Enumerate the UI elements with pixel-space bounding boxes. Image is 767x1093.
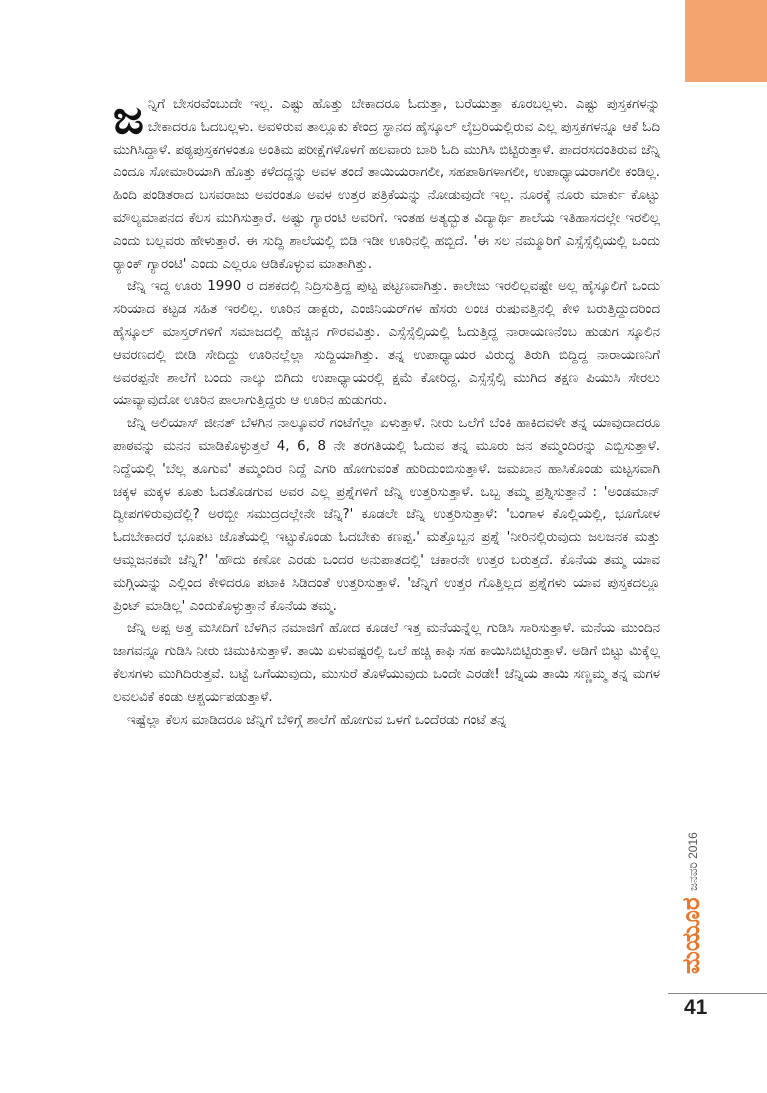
paragraph-1 (113, 90, 660, 276)
paragraph-5: ಇಷ್ಟೆಲ್ಲಾ ಕೆಲಸ ಮಾಡಿದರೂ ಜೆನ್ನಿಗೆ ಬೆಳಿಗ್ಗೆ ಶಾಲೆಗೆ ಹೋಗುವ ಒಳಗೆ ಒಂದೆರಡು ಗಂಟೆ ತನ್ನ (127, 712, 507, 728)
page-number: 41 (684, 996, 708, 1019)
paragraph-2: ಜೆನ್ನಿ ಇದ್ದ ಊರು 1990 ರ ದಶಕದಲ್ಲಿ ನಿದ್ರಿಸುತ್ತಿದ್ದ ಪುಟ್ಟ ಪಟ್ಟಣವಾಗಿತ್ತು. ಕಾಲೇಜು ಇರಲಿಲ್ಲವಷ್ಟೇ ಅಲ್ಲ ಹೈಸ್ಕೂಲಿಗೆ ಒಂದು ಸರಿಯಾದ ಕಟ್ಟಡ ಸಹಿತ ಇರಲಿಲ್ಲ. ಊರಿನ ಡಾಕ್ಟರು, ಎಂಜಿನಿಯರ್‌ಗಳ ಹೆಸರು ಲಂಚ ರುಷುವತ್ತಿನಲ್ಲಿ ಕೇಳಿ ಬರುತ್ತಿದ್ದುದರಿಂದ ಹೈಸ್ಕೂಲ್ ಮಾಸ್ತರ್‌ಗಳಿಗೆ ಸಮಾಜದಲ್ಲಿ ಹೆಚ್ಚಿನ ಗೌರವವಿತ್ತು. ಎಸ್ಸೆಸ್ಸೆಲ್ಸಿಯಲ್ಲಿ ಓದುತ್ತಿದ್ದ ನಾರಾಯಣನೆಂಬ ಹುಡುಗ ಸ್ಕೂಲಿನ ಆವರಣದಲ್ಲಿ ಬೀಡಿ ಸೇದಿದ್ದು ಊರಿನಲ್ಲೆಲ್ಲಾ ಸುದ್ದಿಯಾಗಿತ್ತು. ತನ್ನ ಉಪಾಧ್ಯಾಯರ ವಿರುದ್ಧ ತಿರುಗಿ ಬಿದ್ದಿದ್ದ ನಾರಾಯಣನಿಗೆ ಅವರಪ್ಪನೇ ಶಾಲೆಗೆ ಬಂದು ನಾಲ್ಕು ಬಿಗಿದು ಉಪಾಧ್ಯಾಯರಲ್ಲಿ ಕ್ಷಮೆ ಕೋರಿದ್ದ. ಎಸ್ಸೆಸ್ಸೆಲ್ಸಿ ಮುಗಿದ ತಕ್ಷಣ ಪಿಯುಸಿ ಸೇರಲು ಯಾವ್ಯಾವುದೋ ಊರಿನ ಪಾಲಾಗುತ್ತಿದ್ದರು ಆ ಊರಿನ ಹುಡುಗರು. (113, 279, 660, 409)
drop-cap: ಜ (113, 90, 144, 144)
footer-rule (668, 993, 767, 994)
article-body (113, 90, 660, 732)
paragraph-4: ಜೆನ್ನಿ ಅಪ್ಪ ಅತ್ತ ಮಸೀದಿಗೆ ಬೆಳಗಿನ ನಮಾಜಿಗೆ ಹೋದ ಕೂಡಲೆ ಇತ್ತ ಮನೆಯನ್ನೆಲ್ಲ ಗುಡಿಸಿ ಸಾರಿಸುತ್ತಾಳೆ. ಮನೆಯ ಮುಂದಿನ ಜಾಗವನ್ನೂ ಗುಡಿಸಿ ನೀರು ಚಿಮುಕಿಸುತ್ತಾಳೆ. ತಾಯಿ ಏಳುವಷ್ಟರಲ್ಲಿ ಒಲೆ ಹಚ್ಚಿ ಕಾಫಿ ಸಹ ಕಾಯಿಸಿಬಿಟ್ಟಿರುತ್ತಾಳೆ. ಅಡಿಗೆ ಬಿಟ್ಟು ಮಿಕ್ಕೆಲ್ಲ ಕೆಲಸಗಳು ಮುಗಿದಿರುತ್ತವೆ. ಬಟ್ಟೆ ಒಗೆಯುವುದು, ಮುಸುರೆ ತೊಳೆಯುವುದು ಒಂದೇ ಎರಡೇ! ಜೆನ್ನಿಯ ತಾಯಿ ಸಣ್ಣಮ್ಮ ತನ್ನ ಮಗಳ ಲವಲವಿಕೆ ಕಂಡು ಆಶ್ಚರ್ಯಪಡುತ್ತಾಳೆ. (113, 621, 660, 705)
magazine-logo: ಮಯೂರ (677, 897, 705, 974)
color-tab (685, 0, 767, 82)
paragraph-3: ಜೆನ್ನಿ ಅಲಿಯಾಸ್ ಜೀನತ್ ಬೆಳಗಿನ ನಾಲ್ಕೂವರೆ ಗಂಟೆಗೆಲ್ಲಾ ಏಳುತ್ತಾಳೆ. ನೀರು ಒಲೆಗೆ ಬೆಂಕಿ ಹಾಕಿದವಳೇ ತನ್ನ ಯಾವುದಾದರೂ ಪಾಠವನ್ನು ಮನನ ಮಾಡಿಕೊಳ್ಳುತ್ತಲೆ 4, 6, 8 ನೇ ತರಗತಿಯಲ್ಲಿ ಓದುವ ತನ್ನ ಮೂರು ಜನ ತಮ್ಮಂದಿರನ್ನು ಎಬ್ಬಿಸುತ್ತಾಳೆ. ನಿದ್ದೆಯಲ್ಲಿ 'ಬೆಲ್ಲ ತೂಗುವ' ತಮ್ಮಂದಿರ ನಿದ್ದೆ ಎಗರಿ ಹೋಗುವಂತೆ ಹುರಿದುಂಬಿಸುತ್ತಾಳೆ. ಜಮಖಾನ ಹಾಸಿಕೊಂಡು ಮಟ್ಟಸವಾಗಿ ಚಕ್ಕಳ ಮಕ್ಕಳ ಕೂತು ಓದತೊಡಗುವ ಅವರ ಎಲ್ಲ ಪ್ರಶ್ನೆಗಳಿಗೆ ಜೆನ್ನಿ ಉತ್ತರಿಸುತ್ತಾಳೆ. ಒಬ್ಬ ತಮ್ಮ ಪ್ರಶ್ನಿಸುತ್ತಾನೆ : 'ಅಂಡಮಾನ್ ದ್ವೀಪಗಳಿರುವುದೆಲ್ಲಿ? ಅರಬ್ಬೀ ಸಮುದ್ರದಲ್ಲೇನೇ ಜೆನ್ನಿ?' ಕೂಡಲೇ ಜೆನ್ನಿ ಉತ್ತರಿಸುತ್ತಾಳೆ: 'ಬಂಗಾಳ ಕೊಲ್ಲಿಯಲ್ಲಿ, ಭೂಗೋಳ ಓದಬೇಕಾದರೆ ಭೂಪಟ ಜೊತೆಯಲ್ಲಿ ಇಟ್ಟುಕೊಂಡು ಓದಬೇಕು ಕಣಪ್ಪ.' ಮತ್ತೊಬ್ಬನ ಪ್ರಶ್ನೆ 'ನೀರಿನಲ್ಲಿರುವುದು ಜಲಜನಕ ಮತ್ತು ಆಮ್ಲಜನಕವೇ ಜೆನ್ನಿ?' 'ಹೌದು ಕಣೋ ಎರಡು ಒಂದರ ಅನುಪಾತದಲ್ಲಿ' ಚಕಾರನೇ ಉತ್ತರ ಬರುತ್ತದೆ. ಕೊನೆಯ ತಮ್ಮ ಯಾವ ಮಗ್ಗಿಯನ್ನು ಎಲ್ಲಿಂದ ಕೇಳಿದರೂ ಪಟಾಕಿ ಸಿಡಿದಂತೆ ಉತ್ತರಿಸುತ್ತಾಳೆ. 'ಜೆನ್ನಿಗೆ ಉತ್ತರ ಗೊತ್ತಿಲ್ಲದ ಪ್ರಶ್ನೆಗಳು ಯಾವ ಪುಸ್ತಕದಲ್ಲೂ ಪ್ರಿಂಟ್ ಮಾಡಿಲ್ಲ' ಎಂದುಕೊಳ್ಳುತ್ತಾನೆ ಕೊನೆಯ ತಮ್ಮ. (113, 416, 660, 614)
magazine-sidebar (672, 818, 712, 974)
issue-date: ಜನವರಿ 2016 (686, 832, 700, 892)
paragraph-1-text: ನ್ನಿಗೆ ಬೇಸರವೆಂಬುದೇ ಇಲ್ಲ. ಎಷ್ಟು ಹೊತ್ತು ಬೇಕಾದರೂ ಓದುತ್ತಾ, ಬರೆಯುತ್ತಾ ಕೂರಬಲ್ಲಳು. ಎಷ್ಟು ಪುಸ್ತಕಗಳನ್ನು ಬೇಕಾದರೂ ಓದಬಲ್ಲಳು. ಅವಳಿರುವ ತಾಲ್ಲೂಕು ಕೇಂದ್ರ ಸ್ಥಾನದ ಹೈಸ್ಕೂಲ್ ಲೈಬ್ರರಿಯಲ್ಲಿರುವ ಎಲ್ಲ ಪುಸ್ತಕಗಳನ್ನೂ ಆಕೆ ಓದಿ ಮುಗಿಸಿದ್ದಾಳೆ. ಪಠ್ಯಪುಸ್ತಕಗಳಂತೂ ಅಂತಿಮ ಪರೀಕ್ಷೆಗಳೊಳಗೆ ಹಲವಾರು ಬಾರಿ ಓದಿ ಮುಗಿಸಿ ಬಿಟ್ಟಿರುತ್ತಾಳೆ. ಪಾದರಸದಂತಿರುವ ಜೆನ್ನಿ ಎಂದೂ ಸೋಮಾರಿಯಾಗಿ ಹೊತ್ತು ಕಳೆದದ್ದನ್ನು ಅವಳ ತಂದೆ ತಾಯಿಯರಾಗಲೀ, ಸಹಪಾಠಿಗಳಾಗಲೀ, ಉಪಾಧ್ಯಾಯರಾಗಲೀ ಕಂಡಿಲ್ಲ. ಹಿಂದಿ ಪಂಡಿತರಾದ ಬಸವರಾಜು ಅವರಂತೂ ಅವಳ ಉತ್ತರ ಪತ್ರಿಕೆಯನ್ನು ನೋಡುವುದೇ ಇಲ್ಲ. ನೂರಕ್ಕೆ ನೂರು ಮಾರ್ಕು ಕೊಟ್ಟು ಮೌಲ್ಯಮಾಪನದ ಕೆಲಸ ಮುಗಿಸುತ್ತಾರೆ. ಅಷ್ಟು ಗ್ಯಾರಂಟಿ ಅವರಿಗೆ. ಇಂತಹ ಅತ್ಯದ್ಭುತ ವಿದ್ಯಾರ್ಥಿ ಶಾಲೆಯ ಇತಿಹಾಸದಲ್ಲೇ ಇರಲಿಲ್ಲ ಎಂದು ಬಲ್ಲವರು ಹೇಳುತ್ತಾರೆ. ಈ ಸುದ್ದಿ ಶಾಲೆಯಲ್ಲಿ ಬಿಡಿ ಇಡೀ ಊರಿನಲ್ಲಿ ಹಬ್ಬಿದೆ. 'ಈ ಸಲ ನಮ್ಮೂರಿಗೆ ಎಸ್ಸೆಸ್ಸೆಲ್ಸಿಯಲ್ಲಿ ಒಂದು ರ‍್ಯಾಂಕ್ ಗ್ಯಾರಂಟಿ' ಎಂದು ಎಲ್ಲರೂ ಆಡಿಕೊಳ್ಳುವ ಮಾತಾಗಿತ್ತು. (113, 97, 660, 272)
